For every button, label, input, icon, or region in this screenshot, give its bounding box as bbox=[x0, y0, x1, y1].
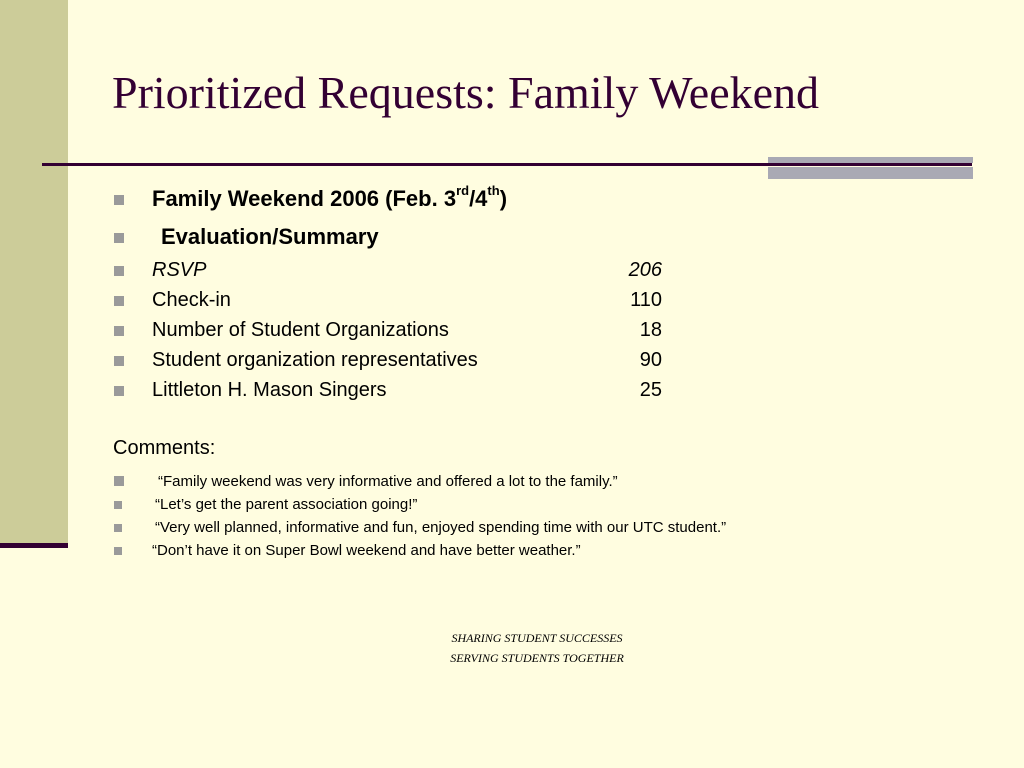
stat-value: 90 bbox=[639, 349, 662, 371]
square-bullet-icon bbox=[114, 386, 124, 396]
square-bullet-icon bbox=[114, 524, 122, 532]
square-bullet-icon bbox=[114, 501, 122, 509]
stat-value: 25 bbox=[639, 379, 662, 401]
heading-evaluation-summary: Evaluation/Summary bbox=[161, 224, 379, 249]
footer-line-2: SERVING STUDENTS TOGETHER bbox=[450, 651, 624, 665]
comments-label: Comments: bbox=[113, 437, 216, 459]
comment-text: “Don’t have it on Super Bowl weekend and have better weather.” bbox=[152, 542, 581, 559]
stat-value: 206 bbox=[628, 259, 662, 281]
stat-label: Littleton H. Mason Singers bbox=[152, 379, 387, 401]
sidebar-underline bbox=[0, 543, 68, 548]
stat-label: Number of Student Organizations bbox=[152, 319, 449, 341]
square-bullet-icon bbox=[114, 266, 124, 276]
stat-label: RSVP bbox=[152, 259, 207, 281]
accent-bar-top bbox=[768, 157, 973, 163]
title-divider bbox=[42, 163, 972, 166]
square-bullet-icon bbox=[114, 356, 124, 366]
square-bullet-icon bbox=[114, 233, 124, 243]
comment-text: “Family weekend was very informative and offered a lot to the family.” bbox=[158, 473, 618, 490]
heading-family-weekend: Family Weekend 2006 (Feb. 3rd/4th) bbox=[152, 183, 508, 211]
stat-value: 110 bbox=[630, 289, 662, 311]
stat-label: Student organization representatives bbox=[152, 349, 478, 371]
square-bullet-icon bbox=[114, 296, 124, 306]
left-sidebar-band bbox=[0, 0, 68, 546]
comment-text: “Very well planned, informative and fun, enjoyed spending time with our UTC student.” bbox=[155, 519, 727, 536]
accent-bar-bottom bbox=[768, 167, 973, 179]
stat-label: Check-in bbox=[152, 289, 231, 311]
stat-value: 18 bbox=[639, 319, 662, 341]
footer-line-1: SHARING STUDENT SUCCESSES bbox=[451, 631, 623, 645]
comment-text: “Let’s get the parent association going!” bbox=[155, 496, 418, 513]
slide-title: Prioritized Requests: Family Weekend bbox=[112, 67, 820, 118]
square-bullet-icon bbox=[114, 326, 124, 336]
square-bullet-icon bbox=[114, 547, 122, 555]
square-bullet-icon bbox=[114, 195, 124, 205]
square-bullet-icon bbox=[114, 476, 124, 486]
